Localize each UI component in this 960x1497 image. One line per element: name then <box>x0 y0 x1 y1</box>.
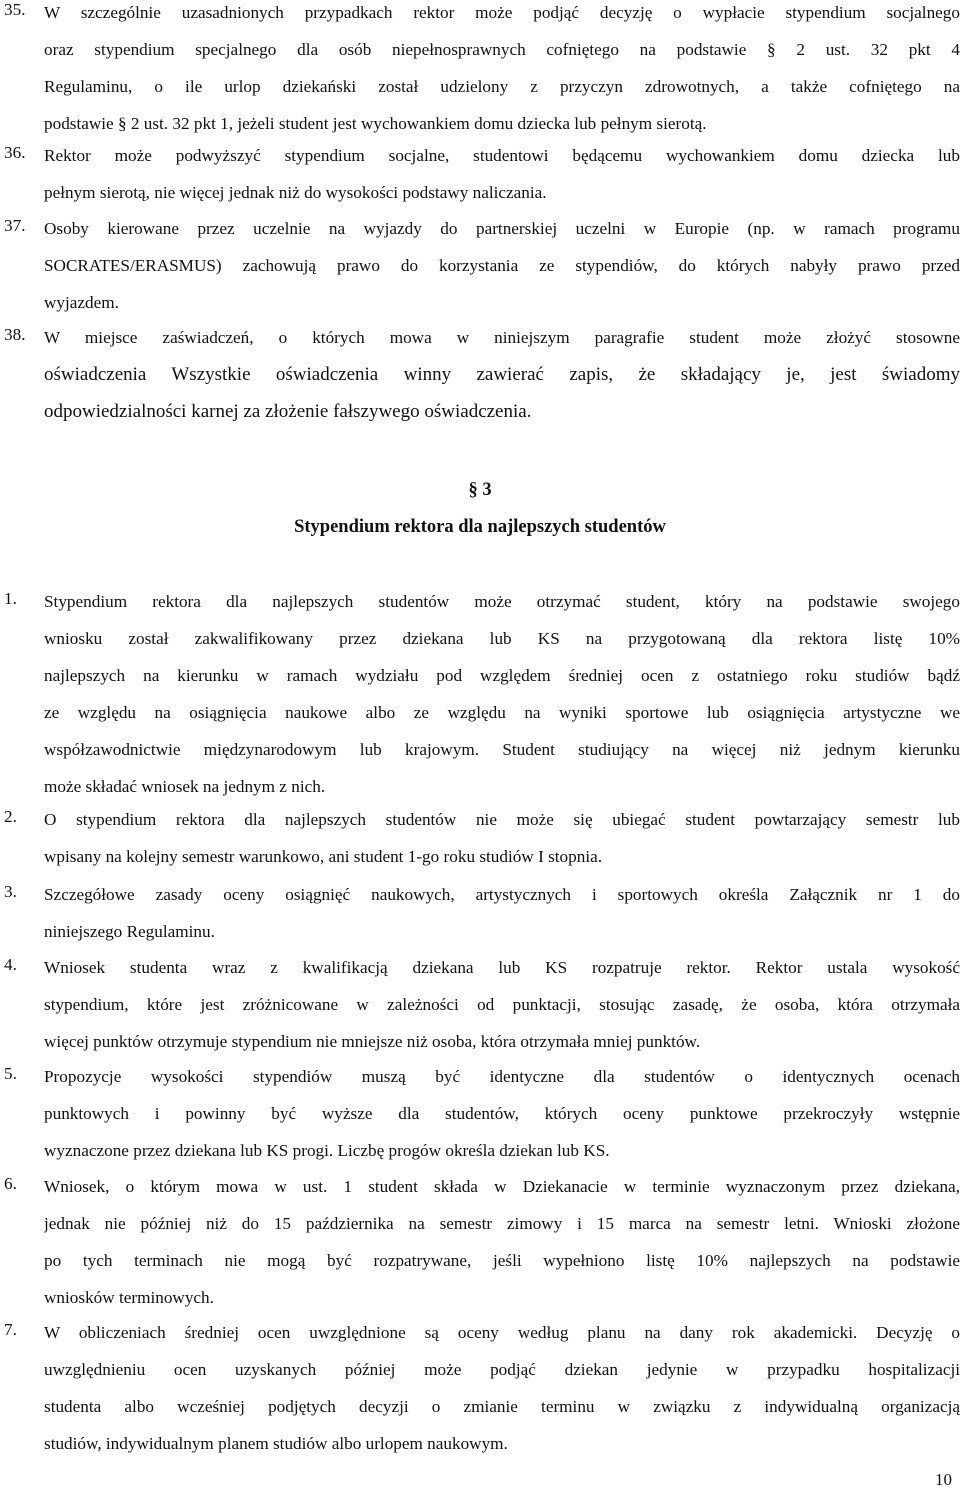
item-number: 35. <box>4 0 26 19</box>
text-line: W szczególnie uzasadnionych przypadkach rektor może podjąć decyzję o wypłacie stypendium socjalnego <box>44 3 960 22</box>
list-item <box>4 1064 960 1175</box>
text-line: Rektor może podwyższyć stypendium socjalne, studentowi będącemu wychowankiem domu dziecka lub <box>44 146 960 165</box>
text-line: wniosków terminowych. <box>44 1288 214 1307</box>
text-line: punktowych i powinny być wyższe dla studentów, których oceny punktowe przekroczyły wstępnie <box>44 1104 960 1123</box>
text-line: Stypendium rektora dla najlepszych studentów może otrzymać student, który na podstawie swojego <box>44 592 960 611</box>
item-number: 7. <box>4 1320 17 1339</box>
item-number: 4. <box>4 955 17 974</box>
item-number: 38. <box>4 325 26 344</box>
text-line: jednak nie później niż do 15 października na semestr zimowy i 15 marca na semestr letni. Wnioski złożone <box>44 1214 960 1233</box>
item-number: 1. <box>4 589 17 608</box>
text-line: pełnym sierotą, nie więcej jednak niż do wysokości podstawy naliczania. <box>44 183 547 202</box>
list-item <box>4 882 960 956</box>
item-text <box>44 955 960 1066</box>
section-title: Stypendium rektora dla najlepszych studentów <box>294 517 666 537</box>
text-line: podstawie § 2 ust. 32 pkt 1, jeżeli student jest wychowankiem domu dziecka lub pełnym sierotą. <box>44 114 707 133</box>
text-line: odpowiedzialności karnej za złożenie fałszywego oświadczenia. <box>44 401 532 422</box>
text-line: wpisany na kolejny semestr warunkowo, ani student 1-go roku studiów I stopnia. <box>44 847 603 866</box>
text-line: Wniosek, o którym mowa w ust. 1 student składa w Dziekanacie w terminie wyznaczonym przez dziekana, <box>44 1177 960 1196</box>
item-text <box>44 589 960 811</box>
text-line: niniejszego Regulaminu. <box>44 922 215 941</box>
text-line: po tych terminach nie mogą być rozpatrywane, jeśli wypełniono listę 10% najlepszych na podstawie <box>44 1251 960 1270</box>
list-item <box>4 589 960 811</box>
item-number: 3. <box>4 882 17 901</box>
item-text <box>44 0 960 148</box>
text-line: W obliczeniach średniej ocen uwzględnione są oceny według planu na dany rok akademicki. Decyzję o <box>44 1323 960 1342</box>
list-item <box>4 325 960 436</box>
item-number: 5. <box>4 1064 17 1083</box>
text-line: wyjazdem. <box>44 293 119 312</box>
text-line: O stypendium rektora dla najlepszych studentów nie może się ubiegać student powtarzający semestr lub <box>44 810 960 829</box>
item-text <box>44 1064 960 1175</box>
text-line: stypendium, które jest zróżnicowane w zależności od punktacji, stosując zasadę, że osoba, która otrzymała <box>44 995 960 1014</box>
item-text <box>44 807 960 881</box>
text-line: wniosku został zakwalifikowany przez dziekana lub KS na przygotowaną dla rektora listę 10% <box>44 629 960 648</box>
text-line: więcej punktów otrzymuje stypendium nie mniejsze niż osoba, która otrzymała mniej punktów. <box>44 1032 701 1051</box>
item-text <box>44 1320 960 1468</box>
text-line: oświadczenia Wszystkie oświadczenia winny zawierać zapis, że składający je, jest świadomy <box>44 364 960 385</box>
item-number: 37. <box>4 216 26 235</box>
text-line: współzawodnictwie międzynarodowym lub krajowym. Student studiujący na więcej niż jednym kierunku <box>44 740 960 759</box>
list-item <box>4 0 960 148</box>
text-line: Wniosek studenta wraz z kwalifikacją dziekana lub KS rozpatruje rektor. Rektor ustala wysokość <box>44 958 960 977</box>
text-line: wyznaczone przez dziekana lub KS progi. Liczbę progów określa dziekan lub KS. <box>44 1141 610 1160</box>
text-line: najlepszych na kierunku w ramach wydziału pod względem średniej ocen z ostatniego roku studiów bądź <box>44 666 960 685</box>
list-item <box>4 1320 960 1468</box>
item-text <box>44 216 960 327</box>
text-line: Regulaminu, o ile urlop dziekański został udzielony z przyczyn zdrowotnych, a także cofniętego na <box>44 77 960 96</box>
section-symbol: § 3 <box>468 480 492 500</box>
item-text <box>44 882 960 956</box>
item-number: 6. <box>4 1174 17 1193</box>
list-item <box>4 1174 960 1322</box>
item-number: 36. <box>4 143 26 162</box>
text-line: studiów, indywidualnym planem studiów albo urlopem naukowym. <box>44 1434 508 1453</box>
text-line: ze względu na osiągnięcia naukowe albo ze względu na wyniki sportowe lub osiągnięcia artystyczne we <box>44 703 960 722</box>
text-line: oraz stypendium specjalnego dla osób niepełnosprawnych cofniętego na podstawie § 2 ust. 32 pkt 4 <box>44 40 960 59</box>
page-number: 10 <box>935 1470 952 1489</box>
text-line: Propozycje wysokości stypendiów muszą być identyczne dla studentów o identycznych ocenach <box>44 1067 960 1086</box>
text-line: uwzględnieniu ocen uzyskanych później może podjąć dziekan jedynie w przypadku hospitalizacji <box>44 1360 960 1379</box>
item-text <box>44 1174 960 1322</box>
list-item <box>4 955 960 1066</box>
item-number: 2. <box>4 807 17 826</box>
text-line: W miejsce zaświadczeń, o których mowa w niniejszym paragrafie student może złożyć stosowne <box>44 328 960 347</box>
text-line: Osoby kierowane przez uczelnie na wyjazdy do partnerskiej uczelni w Europie (np. w ramach programu <box>44 219 960 238</box>
text-line: może składać wniosek na jednym z nich. <box>44 777 326 796</box>
text-line: Szczegółowe zasady oceny osiągnięć naukowych, artystycznych i sportowych określa Załącznik nr 1 do <box>44 885 960 904</box>
list-item <box>4 807 960 881</box>
item-text <box>44 143 960 217</box>
text-line: SOCRATES/ERASMUS) zachowują prawo do korzystania ze stypendiów, do których nabyły prawo przed <box>44 256 960 275</box>
item-text <box>44 325 960 436</box>
list-item <box>4 216 960 327</box>
list-item <box>4 143 960 217</box>
text-line: studenta albo wcześniej podjętych decyzji o zmianie terminu w związku z indywidualną organizacją <box>44 1397 960 1416</box>
